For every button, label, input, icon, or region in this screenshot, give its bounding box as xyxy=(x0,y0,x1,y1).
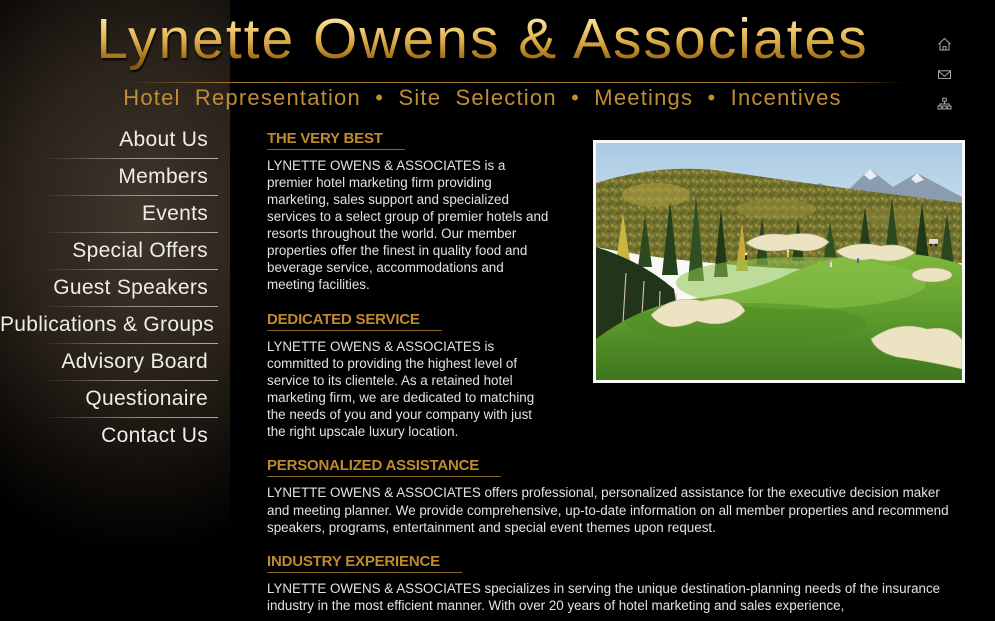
section-body: LYNETTE OWENS & ASSOCIATES specializes in serving the unique destination-planning needs of the insurance industry in the most efficient manner. With over 20 years of hotel marketing and sales experience, xyxy=(267,580,941,613)
sidebar-item-publications-groups[interactable]: Publications & Groups xyxy=(0,307,218,344)
sidebar-item-contact-us[interactable]: Contact Us xyxy=(101,424,208,447)
lower-sections xyxy=(267,457,951,615)
golf-course-photo xyxy=(593,140,965,383)
section-body: LYNETTE OWENS & ASSOCIATES offers professional, personalized assistance for the executive decision maker and meeting planner. We provide comprehensive, up-to-date information on all member properties and recommend speakers, programs, entertainment and special event themes upon request. xyxy=(267,485,949,535)
sidebar-item-guest-speakers[interactable]: Guest Speakers xyxy=(0,270,218,307)
sidebar-item-about-us[interactable]: About Us xyxy=(0,122,218,159)
section-body: LYNETTE OWENS & ASSOCIATES is committed to providing the highest level of service to its clientele. As a retained hotel marketing firm, we are dedicated to matching the needs of you and your company with just the right upscale luxury location. xyxy=(267,339,535,439)
sidebar-nav xyxy=(0,122,218,455)
sidebar-item-members[interactable]: Members xyxy=(0,159,218,196)
section-dedicated-service xyxy=(267,311,553,440)
section-heading: INDUSTRY EXPERIENCE xyxy=(267,553,462,573)
section-heading: THE VERY BEST xyxy=(267,130,405,150)
section-body: LYNETTE OWENS & ASSOCIATES is a premier hotel marketing firm providing marketing, sales support and specialized services to a select group of premier hotels and resorts throughout the world. Our member properties offer the finest in quality food and beverage service, accommodations and meeting facilities. xyxy=(267,158,549,292)
section-heading: PERSONALIZED ASSISTANCE xyxy=(267,457,501,477)
logo[interactable]: Lynette Owens & Associates xyxy=(30,8,935,71)
intro-column xyxy=(267,130,553,440)
tagline: Hotel Representation • Site Selection • Meetings • Incentives xyxy=(123,85,842,110)
section-personalized-assistance xyxy=(267,457,951,537)
sitemap-icon[interactable] xyxy=(937,97,952,112)
sidebar-item-advisory-board[interactable]: Advisory Board xyxy=(0,344,218,381)
sidebar-item-questionaire[interactable]: Questionaire xyxy=(0,381,218,418)
section-industry-experience xyxy=(267,553,951,615)
sidebar-item-events[interactable]: Events xyxy=(0,196,218,233)
section-heading: DEDICATED SERVICE xyxy=(267,311,442,331)
logo-divider xyxy=(128,82,906,83)
section-the-very-best xyxy=(267,130,553,293)
mail-icon[interactable] xyxy=(937,67,952,82)
sidebar-item-special-offers[interactable]: Special Offers xyxy=(0,233,218,270)
header-icons xyxy=(937,37,952,112)
home-icon[interactable] xyxy=(937,37,952,52)
